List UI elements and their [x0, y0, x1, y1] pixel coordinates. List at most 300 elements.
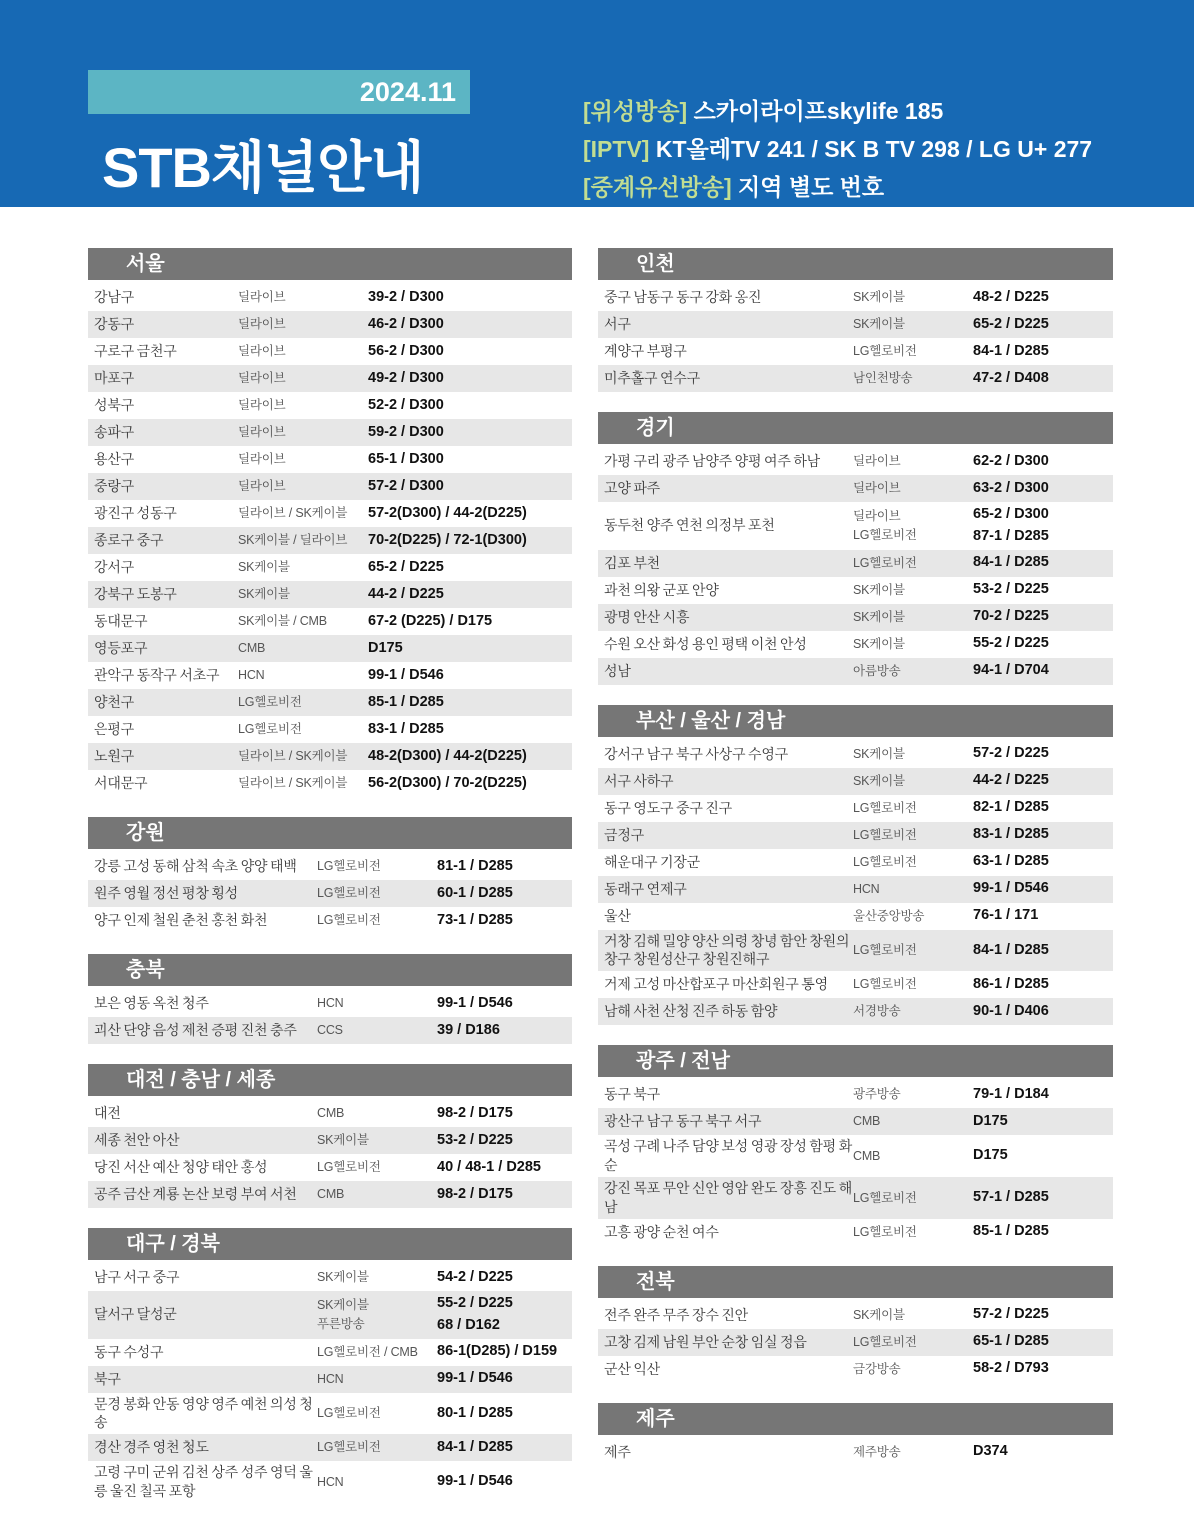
- operator-line: SK케이블 / 딜라이브: [238, 533, 348, 548]
- operator-cell: [317, 1296, 437, 1334]
- channel-line: 84-1 / D285: [973, 941, 1049, 958]
- channel-line: D374: [973, 1443, 1008, 1460]
- channel-cell: [437, 910, 572, 932]
- info-line-satellite: [583, 92, 1092, 130]
- table-row: [88, 419, 572, 446]
- region-cell: 곡성 구례 나주 담양 보성 영광 장성 함평 화순: [604, 1138, 853, 1174]
- region-cell: 고양 파주: [604, 480, 660, 497]
- table-row: [598, 448, 1113, 475]
- operator-cell: [238, 666, 368, 685]
- channel-cell: [437, 1471, 572, 1493]
- table-row: [88, 392, 572, 419]
- table-row: [598, 577, 1113, 604]
- section-title: 충북: [126, 959, 165, 981]
- operator-line: 딜라이브: [238, 425, 286, 440]
- channel-cell: [973, 341, 1113, 363]
- operator-cell: [853, 635, 973, 654]
- section-header: [598, 1045, 1113, 1077]
- channel-cell: [368, 476, 572, 498]
- channel-line: 94-1 / D704: [973, 662, 1049, 679]
- operator-line: 딜라이브: [853, 481, 901, 496]
- operator-cell: [853, 342, 973, 361]
- region-section: [88, 1228, 572, 1503]
- table-row: [598, 284, 1113, 311]
- channel-line: 49-2 / D300: [368, 369, 444, 386]
- section-header: [598, 248, 1113, 280]
- channel-cell: [437, 1368, 572, 1390]
- region-cell: 과천 의왕 군포 안양: [604, 581, 719, 598]
- region-cell: 광산구 남구 동구 북구 서구: [604, 1113, 762, 1130]
- operator-line: LG헬로비전: [317, 1406, 381, 1421]
- operator-line: LG헬로비전: [317, 1440, 381, 1455]
- section-title: 강원: [126, 822, 165, 844]
- channel-cell: [973, 1441, 1113, 1463]
- channel-table-area: [88, 248, 1113, 1523]
- operator-line: CMB: [853, 1148, 881, 1163]
- operator-cell: [238, 315, 368, 334]
- region-cell: 제주: [604, 1443, 631, 1460]
- operator-cell: [238, 531, 368, 550]
- operator-line: LG헬로비전: [317, 886, 381, 901]
- region-cell: 보은 영동 옥천 청주: [94, 995, 209, 1012]
- table-row: [598, 1081, 1113, 1108]
- operator-line: SK케이블: [238, 560, 290, 575]
- channel-line: 84-1 / D285: [973, 342, 1049, 359]
- date-badge: [88, 70, 470, 114]
- table-row: [88, 473, 572, 500]
- info-line-iptv: [583, 130, 1092, 168]
- channel-cell: [437, 883, 572, 905]
- region-cell: 괴산 단양 음성 제천 증평 진천 충주: [94, 1022, 297, 1039]
- channel-cell: [973, 1304, 1113, 1326]
- channel-cell: [973, 1358, 1113, 1380]
- channel-cell: [437, 1403, 572, 1425]
- operator-line: SK케이블: [853, 582, 905, 597]
- operator-cell: [853, 975, 973, 994]
- channel-line: 99-1 / D546: [973, 880, 1049, 897]
- table-row: [598, 998, 1113, 1025]
- operator-line: SK케이블: [853, 290, 905, 305]
- operator-line: SK케이블: [853, 1307, 905, 1322]
- channel-line: 83-1 / D285: [368, 720, 444, 737]
- operator-cell: [853, 315, 973, 334]
- operator-line: LG헬로비전: [317, 859, 381, 874]
- channel-line: 90-1 / D406: [973, 1002, 1049, 1019]
- channel-line: 56-2(D300) / 70-2(D225): [368, 774, 527, 791]
- channel-line: 47-2 / D408: [973, 369, 1049, 386]
- region-cell: 은평구: [94, 721, 134, 738]
- table-row: [88, 311, 572, 338]
- operator-line: 딜라이브: [238, 290, 286, 305]
- channel-cell: [973, 1111, 1113, 1133]
- channel-line: 57-2 / D300: [368, 477, 444, 494]
- channel-cell: [973, 368, 1113, 390]
- channel-line: 81-1 / D285: [437, 857, 513, 874]
- operator-cell: [853, 1189, 973, 1208]
- channel-cell: [368, 773, 572, 795]
- table-row: [598, 365, 1113, 392]
- operator-cell: [238, 774, 368, 793]
- operator-line: LG헬로비전: [853, 1190, 917, 1205]
- operator-cell: [317, 1131, 437, 1150]
- region-cell: 울산: [604, 907, 631, 924]
- channel-line: 98-2 / D175: [437, 1104, 513, 1121]
- operator-cell: [853, 369, 973, 388]
- channel-cell: [973, 552, 1113, 574]
- channel-line: 63-1 / D285: [973, 853, 1049, 870]
- operator-line: HCN: [853, 881, 880, 896]
- operator-cell: [853, 1306, 973, 1325]
- channel-line: 82-1 / D285: [973, 799, 1049, 816]
- operator-line: HCN: [317, 1474, 344, 1489]
- channel-cell: [368, 287, 572, 309]
- operator-cell: [238, 450, 368, 469]
- operator-cell: [853, 662, 973, 681]
- region-cell: 원주 영월 정선 평창 횡성: [94, 885, 238, 902]
- region-cell: 종로구 중구: [94, 532, 164, 549]
- region-cell: 관악구 동작구 서초구: [94, 667, 220, 684]
- channel-line: 44-2 / D225: [368, 585, 444, 602]
- operator-cell: [853, 745, 973, 764]
- table-row: [88, 1339, 572, 1366]
- region-cell: 영등포구: [94, 640, 148, 657]
- channel-line: 60-1 / D285: [437, 884, 513, 901]
- region-section: [598, 1403, 1113, 1466]
- region-cell: 용산구: [94, 451, 134, 468]
- operator-line: SK케이블: [317, 1270, 369, 1285]
- table-row: [598, 795, 1113, 822]
- operator-line: CMB: [317, 1106, 345, 1121]
- region-cell: 광명 안산 시흥: [604, 608, 690, 625]
- header-band: [0, 0, 1194, 207]
- channel-line: 87-1 / D285: [973, 527, 1049, 544]
- operator-line: 딜라이브: [238, 452, 286, 467]
- channel-cell: [973, 797, 1113, 819]
- channel-cell: [368, 719, 572, 741]
- operator-line: LG헬로비전: [853, 943, 917, 958]
- table-row: [598, 1329, 1113, 1356]
- region-cell: 송파구: [94, 424, 134, 441]
- operator-line: SK케이블: [238, 587, 290, 602]
- channel-line: 48-2 / D225: [973, 288, 1049, 305]
- table-row: [88, 1154, 572, 1181]
- region-cell: 금정구: [604, 826, 644, 843]
- region-cell: 가평 구리 광주 남양주 양평 여주 하남: [604, 453, 820, 470]
- channel-line: 65-2 / D300: [973, 506, 1049, 522]
- region-cell: 광진구 성동구: [94, 505, 177, 522]
- table-row: [598, 311, 1113, 338]
- region-cell: 거창 김해 밀양 양산 의령 창녕 함안 창원의창구 창원성산구 창원진해구: [604, 932, 850, 968]
- region-section: [88, 1064, 572, 1208]
- operator-cell: [238, 585, 368, 604]
- region-cell: 동구 북구: [604, 1086, 660, 1103]
- operator-cell: [238, 558, 368, 577]
- region-cell: 강북구 도봉구: [94, 586, 177, 603]
- operator-cell: [238, 342, 368, 361]
- region-cell: 강서구 남구 북구 사상구 수영구: [604, 745, 788, 762]
- region-cell: 전주 완주 무주 장수 진안: [604, 1306, 748, 1323]
- region-cell: 동대문구: [94, 613, 148, 630]
- region-section: [598, 1045, 1113, 1246]
- operator-line: LG헬로비전: [853, 1334, 917, 1349]
- operator-cell: [317, 884, 437, 903]
- operator-line: 딜라이브 / SK케이블: [238, 506, 348, 521]
- table-row: [598, 971, 1113, 998]
- region-cell: 고흥 광양 순천 여수: [604, 1223, 719, 1240]
- table-row: [598, 1302, 1113, 1329]
- channel-line: D175: [973, 1112, 1008, 1129]
- region-cell: 동두천 양주 연천 의정부 포천: [604, 517, 775, 534]
- region-cell: 성남: [604, 662, 631, 679]
- region-cell: 서구: [604, 316, 631, 333]
- channel-cell: [368, 449, 572, 471]
- channel-cell: [368, 746, 572, 768]
- operator-cell: [853, 1223, 973, 1242]
- operator-cell: [238, 477, 368, 496]
- region-section: [598, 705, 1113, 1026]
- region-cell: 군산 익산: [604, 1360, 660, 1377]
- region-cell: 강릉 고성 동해 삼척 속초 양양 태백: [94, 858, 297, 875]
- channel-cell: [973, 974, 1113, 996]
- operator-cell: [317, 1473, 437, 1492]
- region-cell: 강남구: [94, 289, 134, 306]
- channel-line: 65-2 / D225: [973, 315, 1049, 332]
- operator-cell: [853, 1360, 973, 1379]
- channel-line: 57-2 / D225: [973, 1306, 1049, 1323]
- channel-cell: [368, 530, 572, 552]
- operator-line: SK케이블: [853, 636, 905, 651]
- operator-cell: [238, 639, 368, 658]
- operator-line: 제주방송: [853, 1444, 901, 1459]
- table-row: [88, 1264, 572, 1291]
- operator-line: LG헬로비전: [853, 527, 917, 542]
- channel-cell: [973, 660, 1113, 682]
- operator-line: 남인천방송: [853, 371, 913, 386]
- region-section: [88, 248, 572, 797]
- channel-cell: [973, 770, 1113, 792]
- channel-cell: [368, 638, 572, 660]
- channel-cell: [368, 341, 572, 363]
- table-row: [598, 822, 1113, 849]
- operator-line: 딜라이브 / SK케이블: [238, 749, 348, 764]
- channel-line: D175: [368, 639, 403, 656]
- table-row: [88, 500, 572, 527]
- operator-cell: [317, 1021, 437, 1040]
- operator-line: LG헬로비전: [853, 555, 917, 570]
- operator-cell: [853, 1085, 973, 1104]
- region-cell: 계양구 부평구: [604, 343, 687, 360]
- table-row: [598, 550, 1113, 577]
- operator-cell: [853, 880, 973, 899]
- operator-line: SK케이블: [853, 317, 905, 332]
- channel-cell: [973, 851, 1113, 873]
- operator-line: LG헬로비전 / CMB: [317, 1344, 418, 1359]
- channel-line: 99-1 / D546: [437, 1370, 513, 1387]
- channel-cell: [437, 1341, 572, 1363]
- operator-cell: [853, 479, 973, 498]
- region-section: [88, 954, 572, 1044]
- channel-line: 65-1 / D300: [368, 450, 444, 467]
- page-title: STB채널안내: [102, 136, 424, 199]
- table-row: [88, 1434, 572, 1461]
- channel-cell: [437, 1103, 572, 1125]
- section-header: [598, 705, 1113, 737]
- operator-line: 푸른방송: [317, 1316, 365, 1331]
- region-cell: 남구 서구 중구: [94, 1269, 180, 1286]
- region-cell: 김포 부천: [604, 554, 660, 571]
- region-cell: 당진 서산 예산 청양 태안 홍성: [94, 1159, 268, 1176]
- table-row: [88, 1100, 572, 1127]
- region-cell: 강진 목포 무안 신안 영암 완도 장흥 진도 해남: [604, 1180, 853, 1215]
- channel-cell: [973, 478, 1113, 500]
- operator-line: LG헬로비전: [853, 344, 917, 359]
- operator-line: 딜라이브: [238, 317, 286, 332]
- operator-cell: [853, 1333, 973, 1352]
- operator-cell: [317, 1370, 437, 1389]
- channel-line: 85-1 / D285: [368, 693, 444, 710]
- table-row: [88, 608, 572, 635]
- operator-cell: [853, 941, 973, 960]
- channel-cell: [437, 1437, 572, 1459]
- operator-cell: [853, 826, 973, 845]
- operator-line: HCN: [317, 996, 344, 1011]
- channel-cell: [368, 368, 572, 390]
- operator-line: 아름방송: [853, 663, 901, 678]
- operator-cell: [317, 1104, 437, 1123]
- channel-cell: [973, 824, 1113, 846]
- operator-cell: [317, 1158, 437, 1177]
- table-row: [598, 604, 1113, 631]
- table-row: [598, 768, 1113, 795]
- table-row: [88, 1181, 572, 1208]
- operator-cell: [853, 288, 973, 307]
- channel-line: 65-1 / D285: [973, 1333, 1049, 1350]
- operator-line: SK케이블: [853, 773, 905, 788]
- channel-cell: [973, 1331, 1113, 1353]
- channel-line: 55-2 / D225: [973, 635, 1049, 652]
- region-section: [598, 412, 1113, 685]
- operator-cell: [853, 1443, 973, 1462]
- channel-line: 57-1 / D285: [973, 1189, 1049, 1206]
- channel-line: 40 / 48-1 / D285: [437, 1158, 541, 1175]
- region-cell: 공주 금산 계룡 논산 보령 부여 서천: [94, 1186, 297, 1203]
- table-row: [598, 741, 1113, 768]
- channel-cell: [368, 557, 572, 579]
- operator-line: CMB: [238, 641, 266, 656]
- table-row: [88, 1461, 572, 1503]
- operator-cell: [853, 853, 973, 872]
- operator-line: LG헬로비전: [238, 695, 302, 710]
- operator-line: 울산중앙방송: [853, 908, 925, 923]
- channel-line: 86-1 / D285: [973, 975, 1049, 992]
- channel-cell: [973, 579, 1113, 601]
- operator-line: SK케이블: [317, 1298, 369, 1312]
- operator-line: LG헬로비전: [853, 800, 917, 815]
- operator-line: LG헬로비전: [853, 827, 917, 842]
- operator-cell: [317, 1185, 437, 1204]
- info-line-relay-cable: [583, 168, 1092, 206]
- region-cell: 북구: [94, 1370, 121, 1387]
- section-header: [88, 954, 572, 986]
- channel-cell: [368, 422, 572, 444]
- operator-cell: [853, 1002, 973, 1021]
- table-row: [598, 338, 1113, 365]
- channel-line: 99-1 / D546: [437, 994, 513, 1011]
- operator-cell: [238, 693, 368, 712]
- table-row: [88, 1017, 572, 1044]
- table-row: [598, 475, 1113, 502]
- region-cell: 서대문구: [94, 775, 148, 792]
- table-row: [88, 527, 572, 554]
- operator-line: LG헬로비전: [853, 854, 917, 869]
- info-tag: [IPTV]: [583, 136, 650, 162]
- table-row: [88, 853, 572, 880]
- table-row: [88, 880, 572, 907]
- region-cell: 고령 구미 군위 김천 상주 성주 영덕 울릉 울진 칠곡 포항: [94, 1464, 313, 1500]
- table-row: [598, 930, 1113, 972]
- operator-cell: [238, 612, 368, 631]
- channel-cell: [973, 905, 1113, 927]
- region-cell: 중구 남동구 동구 강화 옹진: [604, 289, 762, 306]
- channel-line: 98-2 / D175: [437, 1185, 513, 1202]
- region-section: [598, 248, 1113, 392]
- table-row: [598, 631, 1113, 658]
- section-title: 인천: [636, 253, 675, 275]
- channel-line: 57-2(D300) / 44-2(D225): [368, 504, 527, 521]
- channel-line: 48-2(D300) / 44-2(D225): [368, 747, 527, 764]
- section-header: [598, 1266, 1113, 1298]
- operator-cell: [853, 507, 973, 545]
- operator-line: 딜라이브: [853, 454, 901, 469]
- channel-cell: [368, 611, 572, 633]
- operator-line: SK케이블: [853, 609, 905, 624]
- table-row: [88, 1291, 572, 1339]
- region-cell: 강서구: [94, 559, 134, 576]
- channel-cell: [437, 1130, 572, 1152]
- table-row: [88, 581, 572, 608]
- region-cell: 동구 영도구 중구 진구: [604, 799, 732, 816]
- operator-line: LG헬로비전: [238, 722, 302, 737]
- section-title: 서울: [126, 253, 165, 275]
- region-cell: 세종 천안 아산: [94, 1132, 180, 1149]
- operator-cell: [238, 423, 368, 442]
- channel-cell: [437, 1184, 572, 1206]
- table-row: [88, 907, 572, 934]
- operator-line: LG헬로비전: [853, 1224, 917, 1239]
- section-header: [598, 412, 1113, 444]
- channel-cell: [437, 1267, 572, 1289]
- region-section: [88, 817, 572, 934]
- region-cell: 고창 김제 남원 부안 순창 임실 정읍: [604, 1333, 807, 1350]
- channel-line: 39-2 / D300: [368, 288, 444, 305]
- operator-line: 광주방송: [853, 1087, 901, 1102]
- table-row: [598, 1135, 1113, 1177]
- info-text: 지역 별도 번호: [738, 174, 885, 200]
- operator-line: SK케이블: [317, 1133, 369, 1148]
- operator-line: HCN: [238, 668, 265, 683]
- info-tag: [중계유선방송]: [583, 174, 732, 200]
- date-text: 2024.11: [359, 77, 456, 107]
- channel-line: 67-2 (D225) / D175: [368, 612, 493, 629]
- operator-line: 딜라이브: [238, 479, 286, 494]
- section-header: [598, 1403, 1113, 1435]
- operator-cell: [238, 288, 368, 307]
- operator-cell: [317, 1268, 437, 1287]
- channel-line: 70-2(D225) / 72-1(D300): [368, 531, 527, 548]
- info-text: 스카이라이프skylife 185: [693, 98, 944, 124]
- table-row: [598, 1177, 1113, 1219]
- channel-cell: [973, 940, 1113, 962]
